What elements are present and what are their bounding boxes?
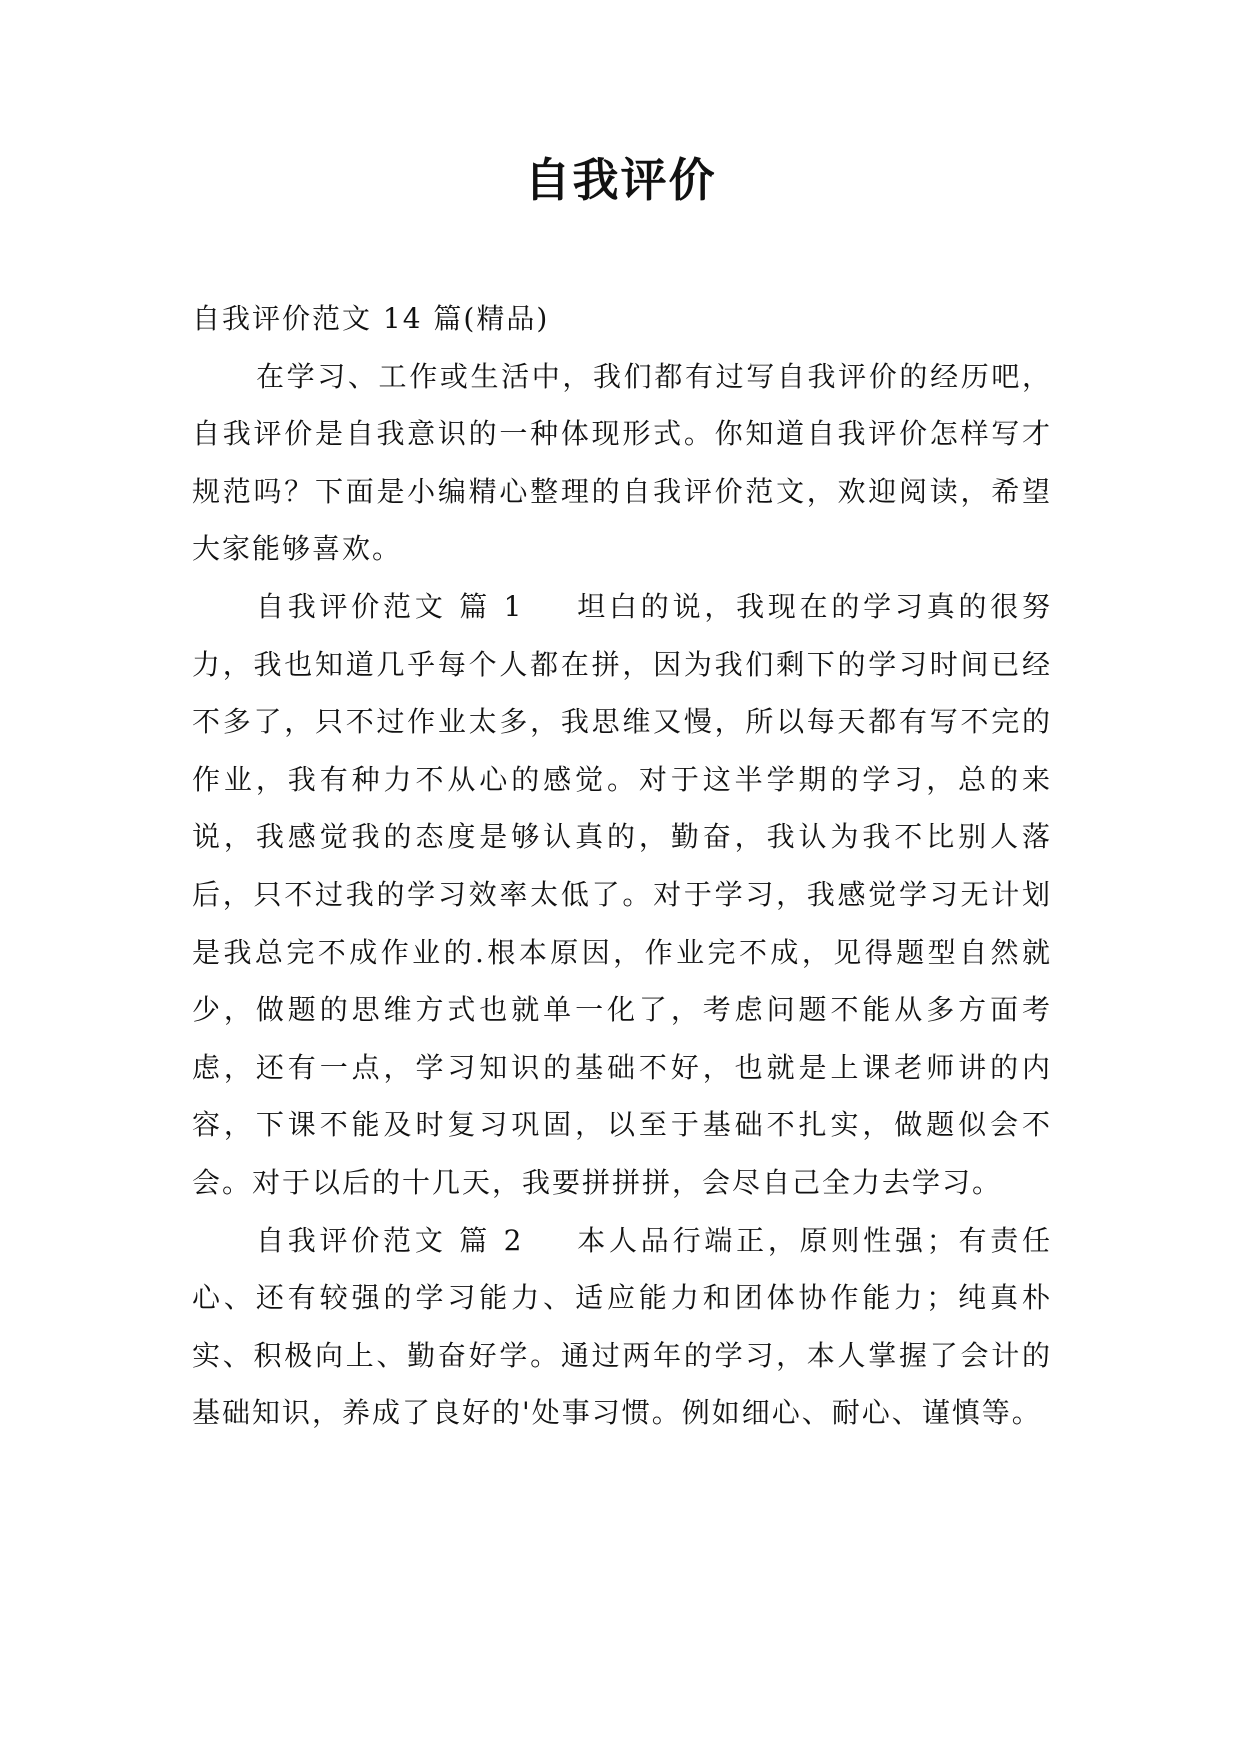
document-subtitle: 自我评价范文 14 篇(精品) — [192, 302, 550, 335]
document-title: 自我评价 — [524, 153, 717, 207]
document-body — [192, 290, 1052, 1442]
intro-paragraph: 在学习、工作或生活中，我们都有过写自我评价的经历吧，自我评价是自我意识的一种体现形式。你知道自我评价怎样写才规范吗？下面是小编精心整理的自我评价范文，欢迎阅读，希望大家能够喜欢。 — [192, 359, 1052, 566]
section-1-paragraph — [192, 578, 1052, 1212]
section-2-label: 自我评价范文 篇 2 — [256, 1223, 524, 1257]
section-2-paragraph — [192, 1212, 1052, 1442]
section-1-label: 自我评价范文 篇 1 — [256, 589, 524, 623]
section-2-text: 本人品行端正，原则性强；有责任心、还有较强的学习能力、适应能力和团体协作能力；纯真朴实、积极向上、勤奋好学。通过两年的学习，本人掌握了会计的基础知识，养成了良好的'处事习惯。例如细心、耐心、谨慎等。 — [192, 1223, 1052, 1430]
section-1-text: 坦白的说，我现在的学习真的很努力，我也知道几乎每个人都在拼，因为我们剩下的学习时间已经不多了，只不过作业太多，我思维又慢，所以每天都有写不完的作业，我有种力不从心的感觉。对于这半学期的学习，总的来说，我感觉我的态度是够认真的，勤奋，我认为我不比别人落后，只不过我的学习效率太低了。对于学习，我感觉学习无计划是我总完不成作业的.根本原因，作业完不成，见得题型自然就少，做题的思维方式也就单一化了，考虑问题不能从多方面考虑，还有一点，学习知识的基础不好，也就是上课老师讲的内容，下课不能及时复习巩固，以至于基础不扎实，做题似会不会。对于以后的十几天，我要拼拼拼，会尽自己全力去学习。 — [192, 589, 1052, 1199]
